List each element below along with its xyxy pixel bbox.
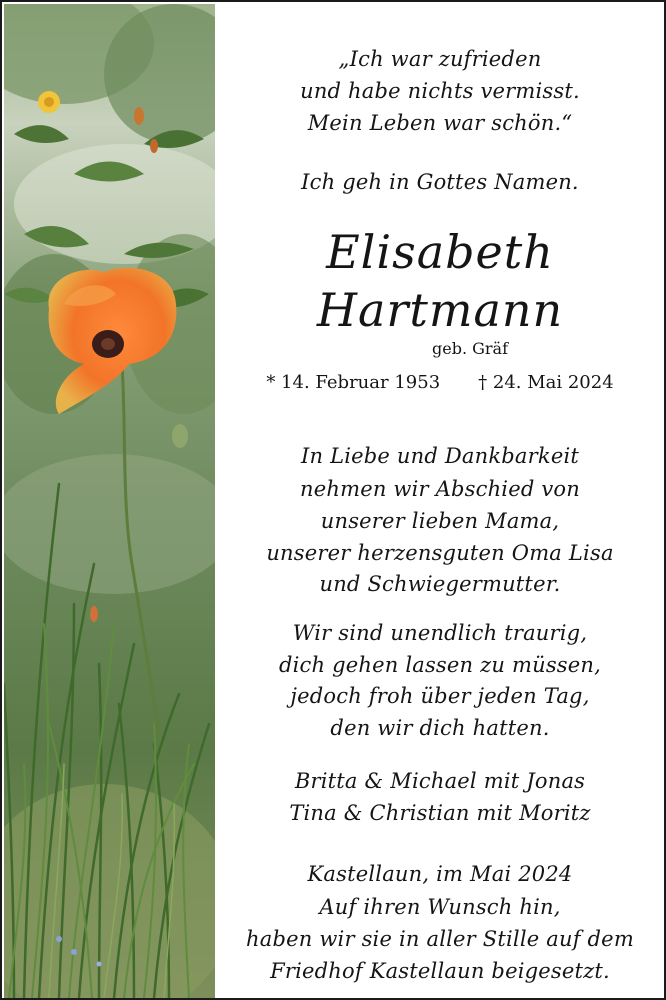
quote-line: Mein Leben war schön.“	[307, 111, 573, 135]
death-date: † 24. Mai 2024	[478, 372, 614, 393]
grief-line: Wir sind unendlich traurig,	[292, 621, 588, 645]
maiden-name: geb. Gräf	[431, 339, 508, 358]
grief-line: jedoch froh über jeden Tag,	[290, 684, 590, 708]
quote-line: „Ich war zufrieden	[338, 47, 542, 71]
farewell-line: In Liebe und Dankbarkeit	[300, 444, 579, 468]
closing-line: Friedhof Kastellaun beigesetzt.	[270, 959, 610, 983]
farewell-line: nehmen wir Abschied von	[300, 477, 580, 501]
farewell-line: unserer herzensguten Oma Lisa	[266, 541, 614, 565]
life-dates	[216, 371, 664, 395]
closing-line: Auf ihren Wunsch hin,	[319, 895, 561, 919]
blessing-line: Ich geh in Gottes Namen.	[301, 170, 579, 194]
deceased-first-name: Elisabeth	[326, 225, 554, 279]
deceased-last-name: Hartmann	[316, 283, 564, 337]
family-line: Tina & Christian mit Moritz	[289, 801, 591, 825]
quote-line: und habe nichts vermisst.	[300, 79, 580, 103]
grief-line: den wir dich hatten.	[330, 716, 550, 740]
closing-line: Kastellaun, im Mai 2024	[307, 862, 573, 886]
grief-line: dich gehen lassen zu müssen,	[278, 653, 602, 677]
poppy-photo	[4, 4, 215, 998]
poppy-flower-image	[4, 4, 215, 998]
family-line: Britta & Michael mit Jonas	[294, 769, 586, 793]
farewell-line: und Schwiegermutter.	[319, 572, 561, 596]
closing-line: haben wir sie in aller Stille auf dem	[246, 927, 634, 951]
birth-date: * 14. Februar 1953	[266, 372, 441, 393]
farewell-line: unserer lieben Mama,	[320, 509, 560, 533]
notice-text-column	[216, 2, 664, 998]
